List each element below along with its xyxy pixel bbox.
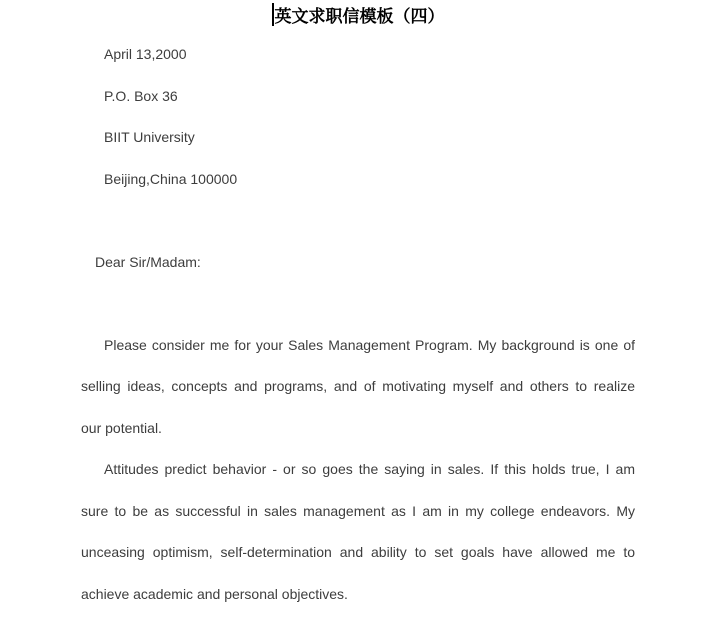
paragraph2-line4[interactable]: achieve academic and personal objectives. <box>81 585 348 602</box>
date-line[interactable]: April 13,2000 <box>104 46 187 62</box>
document-title: 英文求职信模板（四） <box>274 7 445 26</box>
paragraph2-line3[interactable]: unceasing optimism, self-determination and ability to set goals have allowed me to <box>81 544 635 560</box>
document-title-row[interactable] <box>81 0 635 34</box>
paragraph1-line3[interactable]: our potential. <box>81 419 162 436</box>
text-caret <box>272 3 274 26</box>
paragraph2-line2[interactable]: sure to be as successful in sales management as I am in my college endeavors. My <box>81 502 635 519</box>
paragraph1-line1[interactable]: Please consider me for your Sales Management Program. My background is one of <box>104 336 635 353</box>
address-line-university[interactable]: BIIT University <box>104 129 195 145</box>
address-line-city[interactable]: Beijing,China 100000 <box>104 170 238 187</box>
paragraph1-line2[interactable]: selling ideas, concepts and programs, and of motivating myself and others to realize <box>81 378 635 394</box>
salutation-line[interactable]: Dear Sir/Madam: <box>95 253 201 270</box>
paragraph2-line1[interactable]: Attitudes predict behavior - or so goes the saying in sales. If this holds true, I am <box>104 461 635 477</box>
address-line-po-box[interactable]: P.O. Box 36 <box>104 87 178 104</box>
